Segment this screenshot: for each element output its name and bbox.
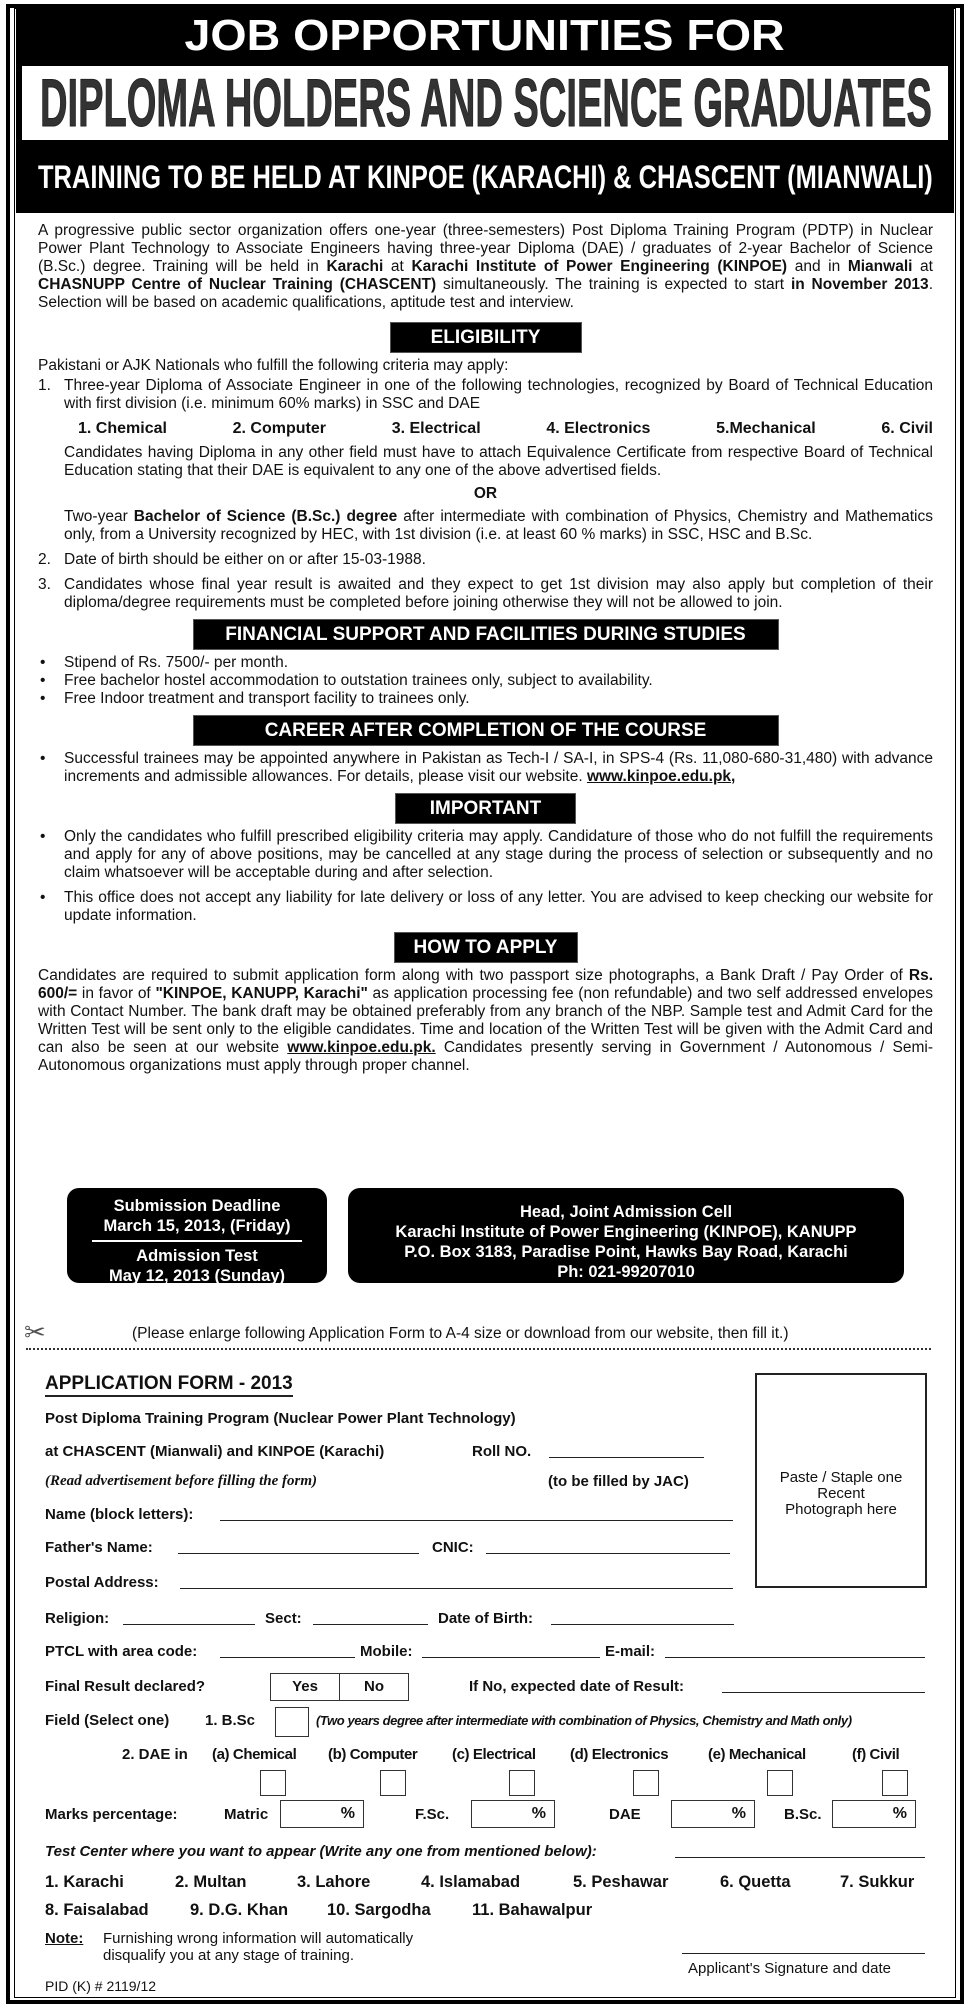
electronics-checkbox[interactable] — [633, 1770, 659, 1796]
dae-marks-label: DAE — [609, 1806, 641, 1823]
eligibility-lead: Pakistani or AJK Nationals who fulfill the following criteria may apply: — [38, 357, 509, 374]
dae-label: 2. DAE in — [122, 1746, 188, 1763]
roll-no-field[interactable] — [549, 1457, 704, 1458]
matric-percentage-field[interactable]: % — [280, 1800, 364, 1828]
city-option: 1. Karachi — [45, 1873, 124, 1891]
financial-item: • Free bachelor hostel accommodation to outstation trainees only, subject to availability. — [40, 672, 653, 689]
dae-option-label: (c) Electrical — [452, 1746, 536, 1763]
career-item: • Successful trainees may be appointed anywhere in Pakistan as Tech-I / SA-I, in SPS-4 (Rs. 11,080-680-31,480) with advance increments and admissible allowances. For details, please visit our website. www.kinpoe.edu.pk, — [40, 750, 933, 785]
dae-option-label: (d) Electronics — [570, 1746, 669, 1763]
email-field[interactable] — [665, 1657, 925, 1658]
note-text: Furnishing wrong information will automatically disqualify you at any stage of training. — [103, 1930, 414, 1964]
city-option: 4. Islamabad — [421, 1873, 521, 1891]
bsc-checkbox[interactable] — [275, 1707, 309, 1737]
or-label: OR — [473, 485, 498, 502]
city-option: 5. Peshawar — [573, 1873, 669, 1891]
cnic-label: CNIC: — [432, 1539, 474, 1556]
form-location: at CHASCENT (Mianwali) and KINPOE (Karachi) — [45, 1443, 385, 1460]
roll-no-label: Roll NO. — [472, 1443, 532, 1460]
address-box: Head, Joint Admission Cell Karachi Institute of Power Engineering (KINPOE), KANUPP P.O. Box 3183, Paradise Point, Hawks Bay Road, Karachi Ph: 021-99207010 — [348, 1188, 904, 1283]
matric-label: Matric — [224, 1806, 269, 1823]
city-option: 6. Quetta — [720, 1873, 791, 1891]
civil-checkbox[interactable] — [882, 1770, 908, 1796]
city-option: 7. Sukkur — [840, 1873, 915, 1891]
equivalence-note: Candidates having Diploma in any other field must have to attach Equivalence Certificate from respective Board of Technical Education stating that their DAE is equivalent to any one of the above advertised fields. — [64, 444, 933, 479]
email-label: E-mail: — [605, 1643, 656, 1660]
postal-address-field[interactable] — [180, 1588, 733, 1589]
field-select-label: Field (Select one) — [45, 1712, 170, 1729]
dob-field[interactable] — [551, 1624, 734, 1625]
city-option: 3. Lahore — [297, 1873, 371, 1891]
name-field[interactable] — [220, 1520, 733, 1521]
subject: 4. Electronics — [546, 420, 651, 437]
mobile-field[interactable] — [422, 1657, 600, 1658]
religion-label: Religion: — [45, 1610, 110, 1627]
no-option[interactable]: No — [339, 1673, 409, 1701]
computer-checkbox[interactable] — [380, 1770, 406, 1796]
bsc-option-label: 1. B.Sc — [205, 1712, 256, 1729]
dae-option-label: (b) Computer — [328, 1746, 418, 1763]
subject: 6. Civil — [881, 420, 933, 437]
financial-item: • Free Indoor treatment and transport facility to trainees only. — [40, 690, 470, 707]
sect-field[interactable] — [313, 1624, 428, 1625]
advertisement-body — [38, 222, 933, 1075]
test-center-field[interactable] — [675, 1857, 925, 1858]
name-label: Name (block letters): — [45, 1506, 194, 1523]
eligibility-item-2: 2. Date of birth should be either on or after 15-03-1988. — [38, 551, 426, 568]
subject-list — [78, 420, 933, 438]
read-advert-note: (Read advertisement before filling the form) — [45, 1473, 318, 1489]
dae-percentage-field[interactable]: % — [671, 1800, 755, 1828]
bsc-criteria: Two-year Bachelor of Science (B.Sc.) degree after intermediate with combination of Physics, Chemistry and Mathematics only, from a University recognized by HEC, with 1st division (i.e. at least 60 % marks) in SSC, HSC and B.Sc. — [64, 508, 933, 543]
mechanical-checkbox[interactable] — [767, 1770, 793, 1796]
city-option: 2. Multan — [175, 1873, 247, 1891]
how-to-apply-text: Candidates are required to submit application form along with two passport size photographs, a Bank Draft / Pay Order of Rs. 600/= in favor of "KINPOE, KANUPP, Karachi" as application processing fee (non refundable) and two self addressed envelopes with Contact Number. The bank draft may be obtained preferably from any branch of the NBP. Sample test and Admit Card for the Written Test will be sent only to the eligible candidates. Time and location of the Written Test will be given with the Admit Card and can also be seen at our website www.kinpoe.edu.pk. Candidates presently serving in Government / Autonomous / Semi-Autonomous organizations must apply through proper channel. — [38, 967, 933, 1074]
dae-option-label: (a) Chemical — [212, 1746, 297, 1763]
subject: 1. Chemical — [78, 420, 167, 437]
expected-date-field[interactable] — [722, 1692, 925, 1693]
divider — [92, 1240, 302, 1242]
city-option: 10. Sargodha — [327, 1901, 431, 1919]
chemical-checkbox[interactable] — [260, 1770, 286, 1796]
eligibility-item-1: 1. Three-year Diploma of Associate Engineer in one of the following technologies, recognized by Board of Technical Education with first division (i.e. minimum 60% marks) in SSC and DAE — [38, 377, 933, 412]
headline-top: JOB OPPORTUNITIES FOR — [184, 11, 786, 60]
headline-main: DIPLOMA HOLDERS AND SCIENCE GRADUATES — [40, 66, 932, 140]
father-name-field[interactable] — [178, 1553, 419, 1554]
ptcl-label: PTCL with area code: — [45, 1643, 198, 1660]
bsc-percentage-field[interactable]: % — [832, 1800, 916, 1828]
cut-line — [26, 1348, 931, 1350]
section-heading-career: CAREER AFTER COMPLETION OF THE COURSE — [193, 715, 779, 746]
father-name-label: Father's Name: — [45, 1539, 153, 1556]
ptcl-field[interactable] — [220, 1657, 355, 1658]
marks-label: Marks percentage: — [45, 1806, 178, 1823]
sect-label: Sect: — [265, 1610, 302, 1627]
expected-date-label: If No, expected date of Result: — [469, 1678, 685, 1695]
mobile-label: Mobile: — [360, 1643, 413, 1660]
postal-address-label: Postal Address: — [45, 1574, 159, 1591]
fsc-percentage-field[interactable]: % — [471, 1800, 555, 1828]
section-heading-eligibility: ELIGIBILITY — [390, 322, 582, 353]
website-link[interactable]: www.kinpoe.edu.pk, — [586, 768, 736, 785]
city-option: 11. Bahawalpur — [472, 1901, 593, 1919]
section-heading-financial: FINANCIAL SUPPORT AND FACILITIES DURING STUDIES — [193, 619, 779, 650]
website-link[interactable]: www.kinpoe.edu.pk. — [287, 1039, 436, 1056]
scissors-icon: ✂ — [24, 1317, 46, 1347]
section-heading-how-to-apply: HOW TO APPLY — [394, 932, 578, 963]
signature-field[interactable] — [682, 1953, 925, 1954]
city-option: 9. D.G. Khan — [190, 1901, 289, 1919]
financial-item: • Stipend of Rs. 7500/- per month. — [40, 654, 289, 671]
subject: 2. Computer — [232, 420, 326, 437]
headline-sub: TRAINING TO BE HELD AT KINPOE (KARACHI) & CHASCENT (MIANWALI) — [38, 159, 933, 195]
header-banner — [16, 8, 954, 213]
form-program: Post Diploma Training Program (Nuclear Power Plant Technology) — [45, 1410, 516, 1427]
signature-label: Applicant's Signature and date — [688, 1960, 892, 1977]
dae-option-label: (e) Mechanical — [708, 1746, 806, 1763]
form-title: APPLICATION FORM - 2013 — [45, 1373, 293, 1397]
fsc-label: F.Sc. — [415, 1806, 450, 1823]
final-result-label: Final Result declared? — [45, 1678, 206, 1695]
jac-note: (to be filled by JAC) — [548, 1473, 689, 1490]
eligibility-item-3: 3. Candidates whose final year result is awaited and they expect to get 1st division may also apply but completion of their diploma/degree requirements must be completed before joining otherwise they will not be allowed to join. — [38, 576, 933, 611]
intro-paragraph: A progressive public sector organization offers one-year (three-semesters) Post Diploma Training Program (PDTP) in Nuclear Power Plant Technology to Associate Engineers having three-year Diploma (DAE) / graduates of 2-year Bachelor of Science (B.Sc.) degree. Training will be held in Karachi at Karachi Institute of Power Engineering (KINPOE) and in Mianwali at CHASNUPP Centre of Nuclear Training (CHASCENT) simultaneously. The training is expected to start in November 2013. Selection will be based on academic qualifications, aptitude test and interview. — [38, 222, 933, 311]
deadline-box: Submission Deadline March 15, 2013, (Friday) Admission Test May 12, 2013 (Sunday) — [67, 1188, 327, 1283]
subject: 3. Electrical — [391, 420, 481, 437]
photo-box[interactable]: Paste / Staple one Recent Photograph here — [755, 1373, 927, 1588]
bsc-note: (Two years degree after intermediate with combination of Physics, Chemistry and Math only) — [316, 1713, 852, 1728]
religion-field[interactable] — [123, 1624, 255, 1625]
important-item: • This office does not accept any liability for late delivery or loss of any letter. You are advised to keep checking our website for update information. — [40, 889, 933, 924]
pid-number: PID (K) # 2119/12 — [45, 1978, 157, 1994]
important-item: • Only the candidates who fulfill prescribed eligibility criteria may apply. Candidature of those who do not fulfill the requirements and apply for any of above positions, may be cancelled at any stage during the process of selection or subsequently and no claim whatsoever will be acceptable during and after selection. — [40, 828, 933, 881]
electrical-checkbox[interactable] — [509, 1770, 535, 1796]
bsc-marks-label: B.Sc. — [784, 1806, 822, 1823]
subject: 5.Mechanical — [716, 420, 816, 437]
dob-label: Date of Birth: — [438, 1610, 533, 1627]
dae-option-label: (f) Civil — [852, 1746, 900, 1763]
cnic-field[interactable] — [486, 1553, 730, 1554]
section-heading-important: IMPORTANT — [395, 793, 576, 824]
note-label: Note: — [45, 1930, 84, 1947]
cut-note: (Please enlarge following Application Form to A-4 size or download from our website, then fill it.) — [132, 1325, 789, 1342]
headline-box — [22, 66, 948, 140]
test-center-label: Test Center where you want to appear (Write any one from mentioned below): — [45, 1843, 597, 1860]
city-option: 8. Faisalabad — [45, 1901, 149, 1919]
yes-option[interactable]: Yes — [270, 1673, 340, 1701]
